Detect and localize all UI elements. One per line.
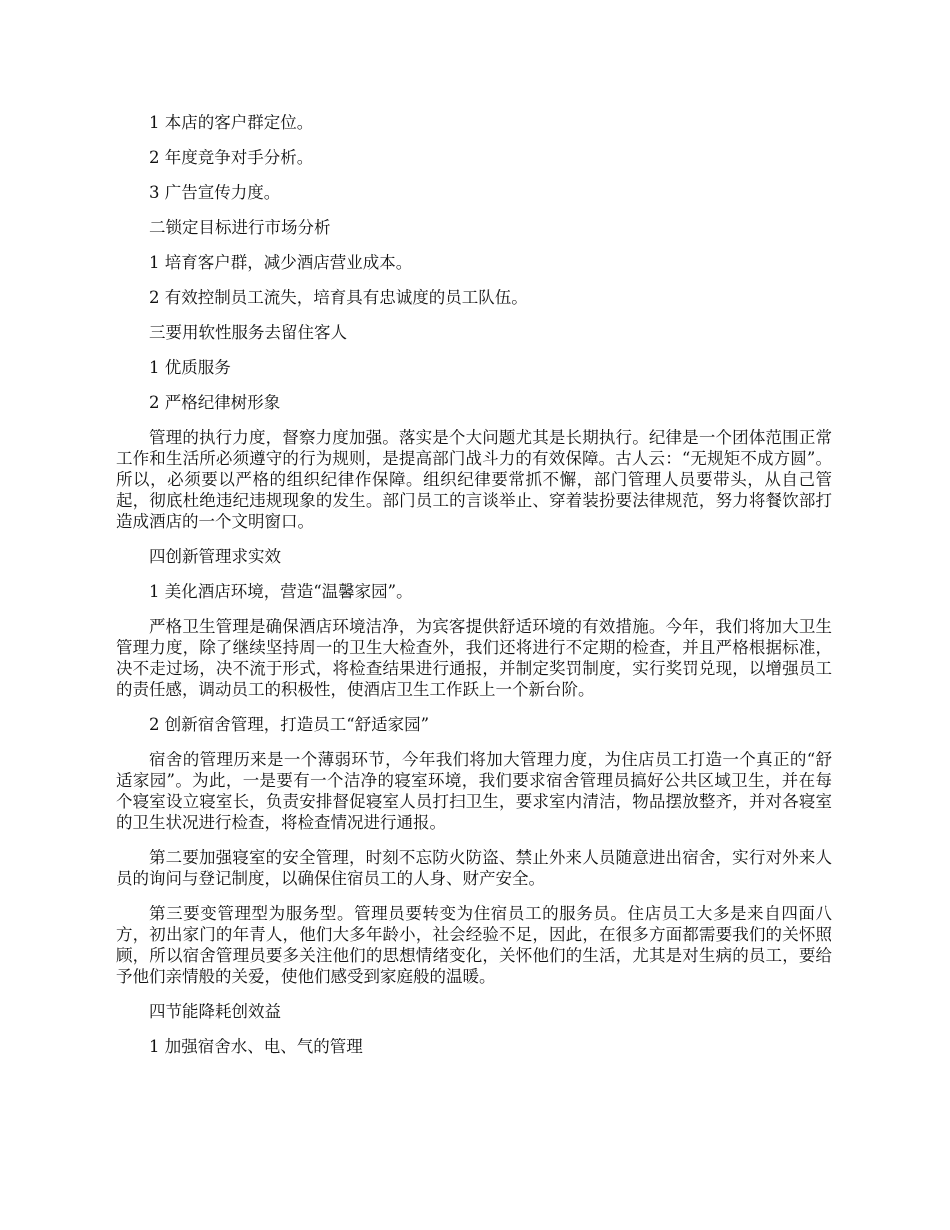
list-item: 1 本店的客户群定位。 (149, 113, 314, 132)
section-heading: 四节能降耗创效益 (149, 1002, 281, 1021)
body-paragraph: 严格卫生管理是确保酒店环境洁净，为宾客提供舒适环境的有效措施。今年，我们将加大卫生管理力度，除了继续坚持周一的卫生大检查外，我们还将进行不定期的检查，并且严格根据标准，决不走过场，决不流于形式，将检查结果进行通报，并制定奖罚制度，实行奖罚兑现，以增强员工的责任感，调动员工的积极性，使酒店卫生工作跃上一个新台阶。 (116, 617, 832, 699)
list-item: 1 培育客户群，减少酒店营业成本。 (149, 253, 413, 272)
list-item: 2 严格纪律树形象 (149, 393, 281, 412)
list-item: 2 有效控制员工流失，培育具有忠诚度的员工队伍。 (149, 288, 528, 307)
section-heading: 四创新管理求实效 (149, 547, 281, 566)
body-paragraph: 管理的执行力度，督察力度加强。落实是个大问题尤其是长期执行。纪律是一个团体范围正常工作和生活所必须遵守的行为规则，是提高部门战斗力的有效保障。古人云：“无规矩不成方圆”。所以，必须要以严格的组织纪律作保障。组织纪律要常抓不懈，部门管理人员要带头，从自己管起，彻底杜绝违纪违规现象的发生。部门员工的言谈举止、穿着装扮要法律规范，努力将餐饮部打造成酒店的一个文明窗口。 (116, 428, 832, 531)
body-paragraph: 第三要变管理型为服务型。管理员要转变为住宿员工的服务员。住店员工大多是来自四面八方，初出家门的年青人，他们大多年龄小，社会经验不足，因此，在很多方面都需要我们的关怀照顾，所以宿舍管理员要多关注他们的思想情绪变化，关怀他们的生活，尤其是对生病的员工，要给予他们亲情般的关爱，使他们感受到家庭般的温暖。 (116, 904, 832, 986)
body-paragraph: 第二要加强寝室的安全管理，时刻不忘防火防盗、禁止外来人员随意进出宿舍，实行对外来人员的询问与登记制度，以确保住宿员工的人身、财产安全。 (116, 848, 832, 888)
section-heading: 二锁定目标进行市场分析 (149, 218, 331, 237)
document-page (116, 112, 832, 1071)
list-item: 2 年度竞争对手分析。 (149, 148, 314, 167)
list-item: 1 加强宿舍水、电、气的管理 (149, 1037, 363, 1056)
section-heading: 三要用软性服务去留住客人 (149, 323, 347, 342)
list-item: 2 创新宿舍管理，打造员工“舒适家园” (149, 715, 430, 734)
list-item: 1 优质服务 (149, 358, 231, 377)
body-paragraph: 宿舍的管理历来是一个薄弱环节，今年我们将加大管理力度，为住店员工打造一个真正的“舒适家园”。为此，一是要有一个洁净的寝室环境，我们要求宿舍管理员搞好公共区域卫生，并在每个寝室设立寝室长，负责安排督促寝室人员打扫卫生，要求室内清洁，物品摆放整齐，并对各寝室的卫生状况进行检查，将检查情况进行通报。 (116, 750, 832, 832)
list-item: 1 美化酒店环境，营造“温馨家园”。 (149, 582, 413, 601)
list-item: 3 广告宣传力度。 (149, 183, 281, 202)
